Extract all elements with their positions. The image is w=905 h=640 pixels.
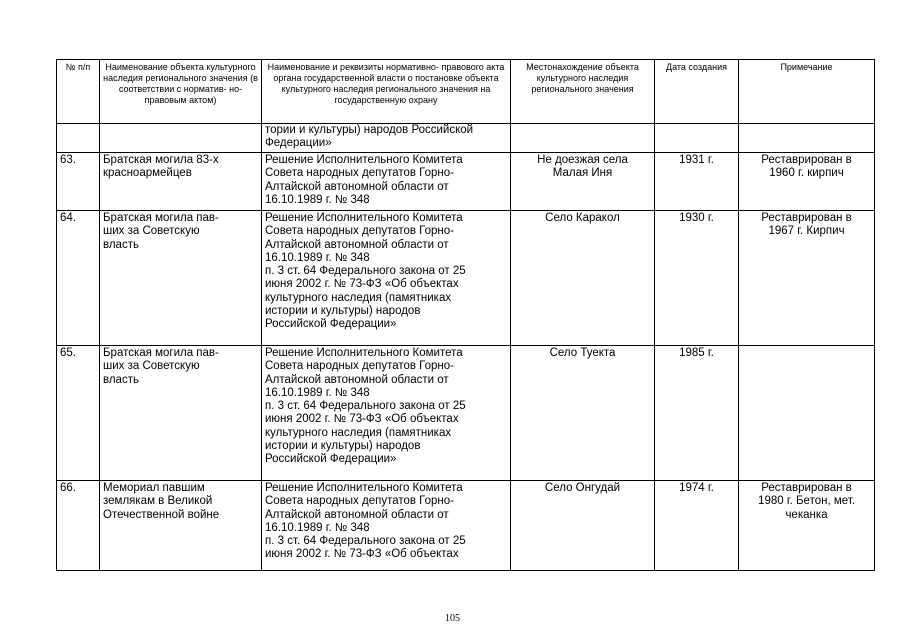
cell-note: Реставрирован в 1980 г. Бетон, мет. чеканка (739, 481, 875, 571)
header-location: Местонахождение объекта культурного наследия регионального значения (511, 60, 655, 124)
cell-creation-date: 1931 г. (655, 153, 739, 211)
cell-creation-date: 1974 г. (655, 481, 739, 571)
cell-object-name: Мемориал павшим землякам в Великой Отечественной войне (100, 481, 262, 571)
table-row (57, 211, 875, 346)
cell-legal-act: Решение Исполнительного Комитета Совета народных депутатов Горно- Алтайской автономной области от 16.10.1989 г. № 348 п. 3 ст. 64 Федерального закона от 25 июня 2002 г. № 73-ФЗ «Об объектах культурного наследия (памятниках истории и культуры) народов Российской Федерации» (262, 346, 511, 481)
cell-note (739, 346, 875, 481)
header-object-name: Наименование объекта культурного наследия регионального значения (в соответствии с норматив- но-правовым актом) (100, 60, 262, 124)
cell-empty (655, 124, 739, 153)
cell-object-name: Братская могила 83-х красноармейцев (100, 153, 262, 211)
cell-act-continuation: тории и культуры) народов Российской Федерации» (262, 124, 511, 153)
cell-empty (100, 124, 262, 153)
header-legal-act: Наименование и реквизиты нормативно- правового акта органа государственной власти о постановке объекта культурного наследия регионального значения на государственную охрану (262, 60, 511, 124)
header-number: № п/п (57, 60, 100, 124)
cell-legal-act: Решение Исполнительного Комитета Совета народных депутатов Горно- Алтайской автономной области от 16.10.1989 г. № 348 п. 3 ст. 64 Федерального закона от 25 июня 2002 г. № 73-ФЗ «Об объектах (262, 481, 511, 571)
table-header-row (57, 60, 875, 124)
page-number: 105 (445, 613, 460, 624)
cell-location: Село Туекта (511, 346, 655, 481)
cell-note: Реставрирован в 1960 г. кирпич (739, 153, 875, 211)
table-row (57, 481, 875, 571)
cell-number: 66. (57, 481, 100, 571)
header-note: Примечание (739, 60, 875, 124)
table-row-continuation (57, 124, 875, 153)
heritage-registry-table (56, 59, 875, 571)
header-creation-date: Дата создания (655, 60, 739, 124)
cell-number: 63. (57, 153, 100, 211)
cell-legal-act: Решение Исполнительного Комитета Совета народных депутатов Горно- Алтайской автономной области от 16.10.1989 г. № 348 (262, 153, 511, 211)
table-row (57, 153, 875, 211)
cell-location: Село Онгудай (511, 481, 655, 571)
cell-empty (739, 124, 875, 153)
cell-object-name: Братская могила пав- ших за Советскую власть (100, 211, 262, 346)
cell-location: Не доезжая села Малая Иня (511, 153, 655, 211)
table-row (57, 346, 875, 481)
cell-legal-act: Решение Исполнительного Комитета Совета народных депутатов Горно- Алтайской автономной области от 16.10.1989 г. № 348 п. 3 ст. 64 Федерального закона от 25 июня 2002 г. № 73-ФЗ «Об объектах культурного наследия (памятниках истории и культуры) народов Российской Федерации» (262, 211, 511, 346)
cell-object-name: Братская могила пав- ших за Советскую власть (100, 346, 262, 481)
cell-creation-date: 1930 г. (655, 211, 739, 346)
cell-note: Реставрирован в 1967 г. Кирпич (739, 211, 875, 346)
cell-creation-date: 1985 г. (655, 346, 739, 481)
cell-empty (57, 124, 100, 153)
cell-location: Село Каракол (511, 211, 655, 346)
cell-number: 64. (57, 211, 100, 346)
cell-empty (511, 124, 655, 153)
cell-number: 65. (57, 346, 100, 481)
